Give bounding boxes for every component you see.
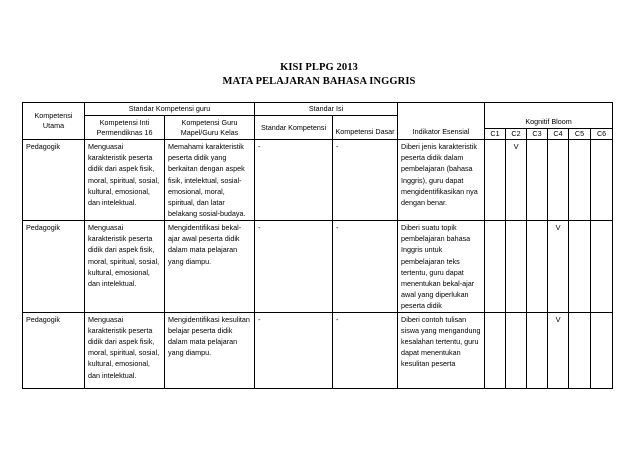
header-kompetensi-guru-mapel: Kompetensi Guru Mapel/Guru Kelas xyxy=(165,116,255,140)
cell-kompetensi-utama: Pedagogik xyxy=(23,312,85,388)
cell-indikator: Diberi jenis karakteristik peserta didik dalam pembelajaran (bahasa Inggris), guru dapat mengidentifikasikan nya dengan benar. xyxy=(398,140,485,221)
cell-bloom-c6 xyxy=(591,312,613,388)
cell-kompetensi-dasar: - xyxy=(333,140,398,221)
document-title: KISI PLPG 2013 xyxy=(280,62,358,73)
cell-bloom-c4: V xyxy=(548,221,569,313)
cell-kompetensi-inti: Menguasai karakteristik peserta didik dari aspek fisik, moral, spiritual, sosial, kultural, emosional, dan intelektual. xyxy=(85,221,165,313)
cell-bloom-c4 xyxy=(548,140,569,221)
header-kompetensi-inti: Kompetensi Inti Permendiknas 16 xyxy=(85,116,165,140)
cell-bloom-c6 xyxy=(591,221,613,313)
header-bloom-c1: C1 xyxy=(485,129,506,140)
header-spacer xyxy=(485,103,613,116)
header-bloom-c5: C5 xyxy=(569,129,591,140)
header-kompetensi-utama: Kompetensi Utama xyxy=(23,103,85,140)
cell-indikator: Diberi contoh tulisan siswa yang mengandung kesalahan tertentu, guru dapat menentukan kesulitan peserta xyxy=(398,312,485,388)
table-row xyxy=(23,140,613,221)
cell-bloom-c5 xyxy=(569,312,591,388)
cell-kompetensi-dasar: - xyxy=(333,221,398,313)
cell-kompetensi-guru: Mengidentifikasi bekal-ajar awal peserta didik dalam mata pelajaran yang diampu. xyxy=(165,221,255,313)
document-subtitle: MATA PELAJARAN BAHASA INGGRIS xyxy=(222,76,416,87)
header-kognitif-bloom: Kognitif Bloom xyxy=(485,116,613,129)
header-bloom-c6: C6 xyxy=(591,129,613,140)
cell-bloom-c4: V xyxy=(548,312,569,388)
cell-indikator: Diberi suatu topik pembelajaran bahasa Inggris untuk pembelajaran teks tertentu, guru dapat menentukan bekal-ajar awal yang diperlukan peserta didik xyxy=(398,221,485,313)
header-standar-kompetensi: Standar Kompetensi xyxy=(255,116,333,140)
header-bloom-c4: C4 xyxy=(548,129,569,140)
cell-bloom-c3 xyxy=(527,312,548,388)
header-standar-kompetensi-guru: Standar Kompetensi guru xyxy=(85,103,255,116)
cell-bloom-c2 xyxy=(506,312,527,388)
cell-bloom-c6 xyxy=(591,140,613,221)
cell-bloom-c5 xyxy=(569,140,591,221)
cell-bloom-c1 xyxy=(485,140,506,221)
cell-bloom-c1 xyxy=(485,312,506,388)
cell-kompetensi-inti: Menguasai karakteristik peserta didik dari aspek fisik, moral, spiritual, sosial, kultural, emosional, dan intelektual. xyxy=(85,140,165,221)
header-bloom-c3: C3 xyxy=(527,129,548,140)
cell-kompetensi-utama: Pedagogik xyxy=(23,140,85,221)
cell-bloom-c2: V xyxy=(506,140,527,221)
table-row xyxy=(23,312,613,388)
cell-bloom-c3 xyxy=(527,221,548,313)
cell-kompetensi-dasar: - xyxy=(333,312,398,388)
header-indikator-esensial: Indikator Esensial xyxy=(398,103,485,140)
cell-kompetensi-guru: Memahami karakteristik peserta didik yang berkaitan dengan aspek fisik, intelektual, sosial-emosional, moral, spiritual, dan latar belakang sosial-budaya. xyxy=(165,140,255,221)
page-bottom-margin xyxy=(0,397,638,452)
cell-bloom-c1 xyxy=(485,221,506,313)
header-bloom-c2: C2 xyxy=(506,129,527,140)
cell-bloom-c5 xyxy=(569,221,591,313)
cell-kompetensi-inti: Menguasai karakteristik peserta didik dari aspek fisik, moral, spiritual, sosial, kultural, emosional, dan intelektual. xyxy=(85,312,165,388)
header-kompetensi-dasar: Kompetensi Dasar xyxy=(333,116,398,140)
cell-bloom-c2 xyxy=(506,221,527,313)
header-standar-isi: Standar Isi xyxy=(255,103,398,116)
cell-kompetensi-guru: Mengidentifikasi kesulitan belajar peserta didik dalam mata pelajaran yang diampu. xyxy=(165,312,255,388)
cell-bloom-c3 xyxy=(527,140,548,221)
table-row xyxy=(23,221,613,313)
cell-standar-kompetensi: - xyxy=(255,140,333,221)
cell-standar-kompetensi: - xyxy=(255,221,333,313)
cell-kompetensi-utama: Pedagogik xyxy=(23,221,85,313)
kisi-table xyxy=(22,102,613,389)
cell-standar-kompetensi: - xyxy=(255,312,333,388)
